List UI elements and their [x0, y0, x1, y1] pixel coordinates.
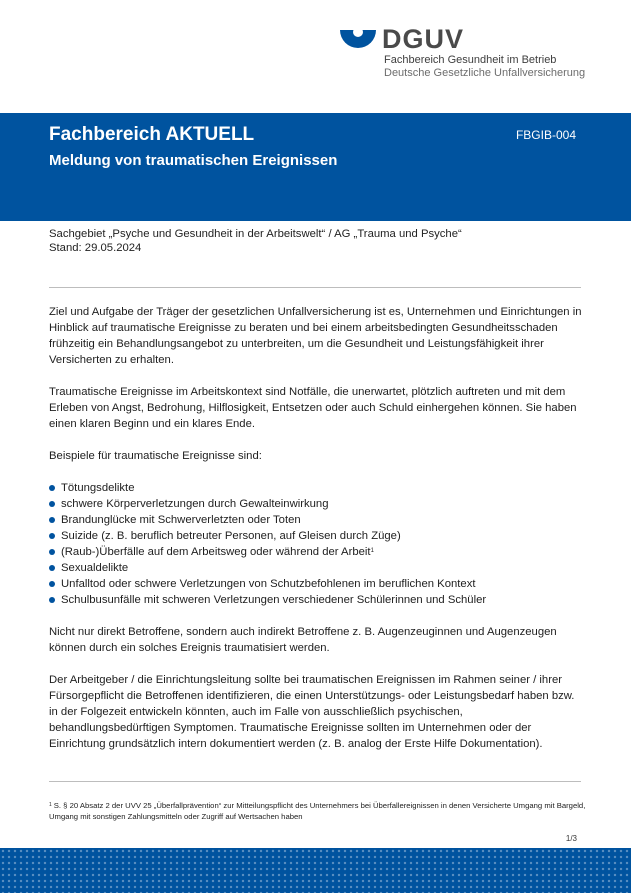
paragraph-definition: Traumatische Ereignisse im Arbeitskontext sind Notfälle, die unerwartet, plötzlich auftreten und mit dem Erleben von Angst, Bedrohung, Hilflosigkeit, Entsetzen oder auch Schuld einhergehen können. Sie haben einen klaren Beginn und ein klares Ende.	[49, 386, 577, 430]
bullet-icon	[49, 565, 55, 571]
dguv-emblem-icon	[338, 28, 378, 52]
bullet-icon	[49, 597, 55, 603]
banner-title: Fachbereich AKTUELL	[49, 124, 255, 145]
bullet-icon	[49, 581, 55, 587]
list-item: Suizide (z. B. beruflich betreuter Personen, auf Gleisen durch Züge)	[49, 528, 584, 544]
page-number: 1/3	[565, 834, 577, 843]
paragraph-employer: Der Arbeitgeber / die Einrichtungsleitung sollte bei traumatischen Ereignissen im Rahmen seiner / ihrer Fürsorgepflicht die Betroffenen identifizieren, die einen Unterstützungs- oder Leistungsbedarf haben bzw. in der Folgezeit entwickeln könnten, auch im Falle von ausschließlich psychischen, behandlungsbedürftigen Symptomen. Traumatische Ereignisse sollten im Unternehmen oder der Einrichtung grundsätzlich intern dokumentiert werden (z. B. analog der Erste Hilfe Dokumentation).	[49, 674, 575, 750]
footnote-reference[interactable]: 1	[370, 548, 374, 554]
list-item: Brandunglücke mit Schwerverletzten oder Toten	[49, 512, 584, 528]
main-content	[49, 304, 584, 768]
banner-subtitle: Meldung von traumatischen Ereignissen	[49, 152, 338, 169]
list-item: Tötungsdelikte	[49, 480, 584, 496]
bullet-icon	[49, 501, 55, 507]
footer-band	[0, 848, 631, 893]
list-item: Schulbusunfälle mit schweren Verletzungen verschiedener Schülerinnen und Schüler	[49, 592, 584, 608]
list-item: (Raub-)Überfälle auf dem Arbeitsweg oder während der Arbeit$^1$	[49, 544, 584, 560]
paragraph-purpose: Ziel und Aufgabe der Träger der gesetzlichen Unfallversicherung ist es, Unternehmen und Einrichtungen in Hinblick auf traumatische Ereignisse zu beraten und bei einem arbeitsbedingten Gesundheitsschaden frühzeitig ein Behandlungsangebot zu unterbreiten, um die Gesundheit und Leistungsfähigkeit ihrer Versicherten zu erhalten.	[49, 306, 582, 366]
bullet-icon	[49, 485, 55, 491]
list-item: Sexualdelikte	[49, 560, 584, 576]
footnote-text: S. § 20 Absatz 2 der UVV 25 „Überfallprävention“ zur Mitteilungspflicht des Unternehmers bei Überfallereignissen in denen Versicherte Umgang mit Bargeld, Umgang mit sonstigen Zahlungsmitteln oder Zugriff auf Wertsachen haben	[49, 801, 586, 821]
title-banner	[0, 113, 631, 221]
meta-date: Stand: 29.05.2024	[49, 242, 142, 254]
bullet-icon	[49, 549, 55, 555]
bullet-icon	[49, 533, 55, 539]
footnote-marker: 1	[49, 802, 52, 808]
bullet-icon	[49, 517, 55, 523]
logo-brand: DGUV	[382, 24, 465, 54]
divider-footnote	[49, 781, 581, 782]
examples-list	[49, 480, 584, 608]
logo-line-2: Deutsche Gesetzliche Unfallversicherung	[384, 67, 586, 79]
meta-subject: Sachgebiet „Psyche und Gesundheit in der Arbeitswelt“ / AG „Trauma und Psyche“	[49, 228, 462, 240]
examples-intro: Beispiele für traumatische Ereignisse sind:	[49, 450, 262, 462]
logo-line-1: Fachbereich Gesundheit im Betrieb	[384, 54, 557, 66]
footnote	[49, 800, 589, 822]
divider-top	[49, 287, 581, 288]
list-item: schwere Körperverletzungen durch Gewalteinwirkung	[49, 496, 584, 512]
list-item: Unfalltod oder schwere Verletzungen von Schutzbefohlenen im beruflichen Kontext	[49, 576, 584, 592]
paragraph-indirect: Nicht nur direkt Betroffene, sondern auch indirekt Betroffene z. B. Augenzeuginnen und Augenzeugen können durch ein solches Ereignis traumatisiert werden.	[49, 626, 557, 654]
document-meta	[49, 227, 462, 255]
document-code: FBGIB-004	[515, 128, 576, 142]
